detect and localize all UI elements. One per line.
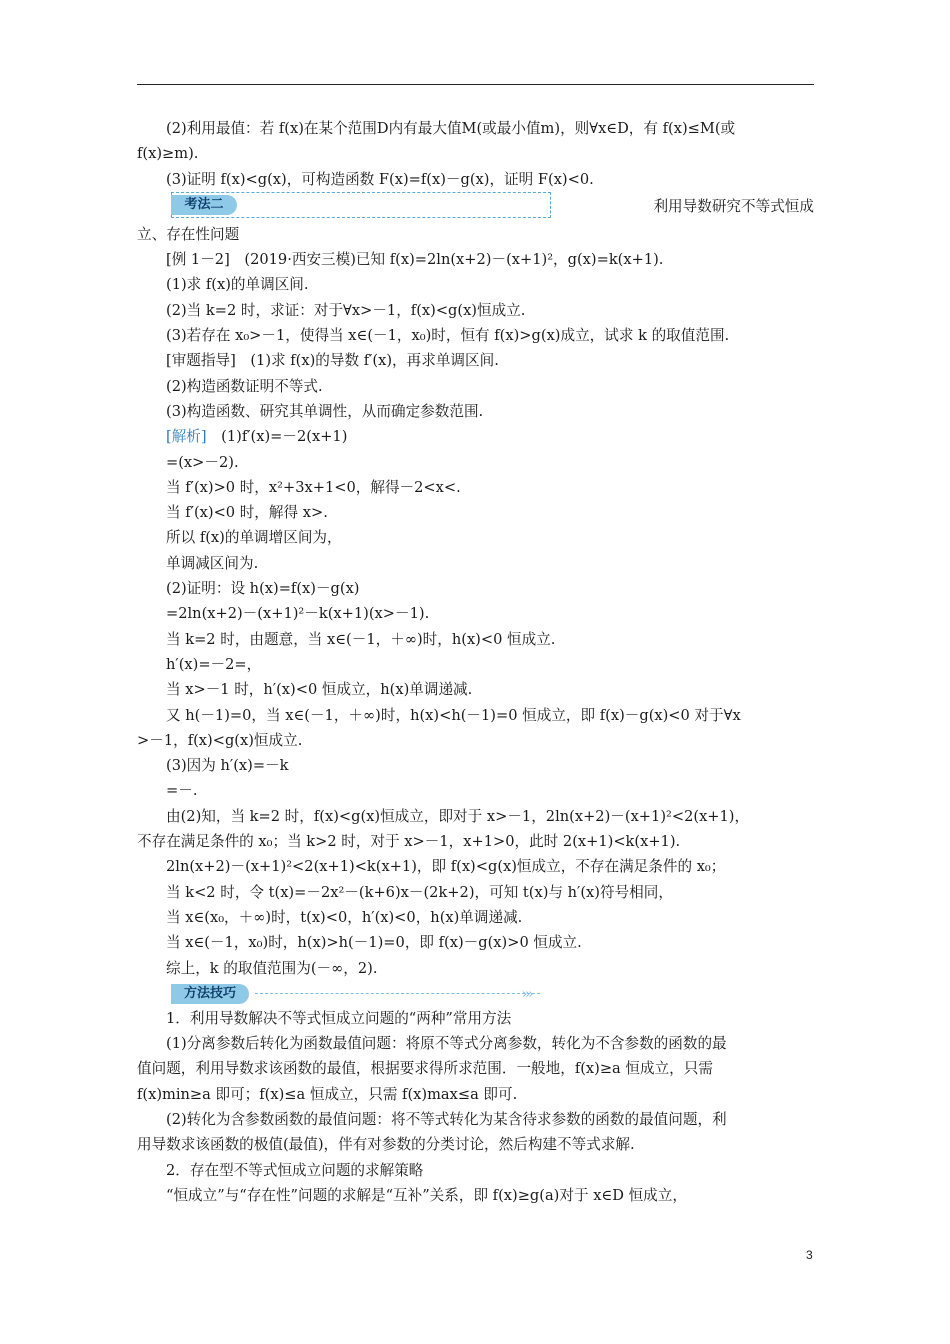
header-rule (137, 84, 814, 85)
text-line: 当 x∈(－1，x₀)时，h(x)>h(－1)=0，即 f(x)－g(x)>0 恒成立. (166, 934, 582, 952)
text-line: 又 h(－1)=0，当 x∈(－1，＋∞)时，h(x)<h(－1)=0 恒成立，即 f(x)－g(x)<0 对于∀x (166, 706, 741, 724)
text-line: >－1，f(x)<g(x)恒成立. (137, 731, 303, 749)
text-line: 用导数求该函数的极值(最值)，伴有对参数的分类讨论，然后构建不等式求解. (137, 1136, 635, 1154)
text-line: 当 x>－1 时，h′(x)<0 恒成立，h(x)单调递减. (166, 681, 473, 699)
jiexi-label: [解析] (166, 428, 207, 446)
text-line: (3)构造函数、研究其单调性，从而确定参数范围. (166, 402, 484, 420)
text-line: 不存在满足条件的 x₀；当 k>2 时，对于 x>－1，x+1>0，此时 2(x+1)<k(x+1). (137, 833, 681, 851)
text-line: 当 k=2 时，由题意，当 x∈(－1，＋∞)时，h(x)<0 恒成立. (166, 630, 556, 648)
solution-first-text: (1)f′(x)=－2(x+1) (206, 428, 348, 446)
text-line: 单调减区间为. (166, 554, 259, 572)
text-line: 由(2)知，当 k=2 时，f(x)<g(x)恒成立，即对于 x>－1，2ln(x+2)－(x+1)²<2(x+1)， (166, 807, 750, 825)
page-number: 3 (806, 1248, 813, 1262)
text-line: (2)当 k=2 时，求证：对于∀x>－1，f(x)<g(x)恒成立. (166, 301, 526, 319)
text-line: (3)因为 h′(x)=－k (166, 757, 289, 775)
text-line: 2ln(x+2)－(x+1)²<2(x+1)<k(x+1)，即 f(x)<g(x)恒成立，不存在满足条件的 x₀； (166, 858, 726, 876)
text-line: (3)证明 f(x)<g(x)，可构造函数 F(x)=f(x)－g(x)，证明 F(x)<0. (166, 170, 594, 188)
text-line: =2ln(x+2)－(x+1)²－k(x+1)(x>－1). (166, 605, 430, 623)
method-dashed-line (255, 993, 540, 994)
text-line: “恒成立”与“存在性”问题的求解是“互补”关系，即 f(x)≥g(a)对于 x∈D 恒成立， (166, 1186, 687, 1204)
document-body (137, 116, 814, 1208)
solution-first-line (137, 424, 814, 449)
text-line: (2)转化为含参数函数的最值问题：将不等式转化为某含待求参数的函数的最值问题，利 (166, 1110, 727, 1128)
text-line: 当 f′(x)<0 时，解得 x>. (166, 504, 328, 522)
text-line: 1．利用导数解决不等式恒成立问题的“两种”常用方法 (166, 1009, 512, 1027)
section-title-continued: 立、存在性问题 (137, 225, 240, 243)
section-title: 利用导数研究不等式恒成 (653, 197, 814, 215)
text-line: =－. (166, 782, 198, 800)
text-line: [审题指导] (1)求 f(x)的导数 f′(x)，再求单调区间. (166, 352, 499, 370)
text-line: 当 f′(x)>0 时，x²+3x+1<0，解得－2<x<. (166, 478, 461, 496)
example-block (137, 247, 814, 424)
text-line: 2．存在型不等式恒成立问题的求解策略 (166, 1161, 424, 1179)
text-line: 所以 f(x)的单调增区间为， (166, 529, 342, 547)
text-line: (3)若存在 x₀>－1，使得当 x∈(－1，x₀)时，恒有 f(x)>g(x)成立，试求 k 的取值范围. (166, 327, 730, 345)
text-line: (2)证明：设 h(x)=f(x)－g(x) (166, 580, 360, 598)
section-badge: 考法二 (171, 195, 237, 215)
chevron-right-icon: ››› (522, 986, 532, 1002)
text-line: 当 k<2 时，令 t(x)=－2x²－(k+6)x－(2k+2)，可知 t(x)与 h′(x)符号相同， (166, 883, 673, 901)
text-line: [例 1－2] (2019·西安三模)已知 f(x)=2ln(x+2)－(x+1)²，g(x)=k(x+1). (166, 251, 664, 269)
text-line: h′(x)=－2=， (166, 655, 262, 673)
solution-block (137, 450, 814, 981)
text-line: (2)利用最值：若 f(x)在某个范围D内有最大值M(或最小值m)，则∀x∈D，有 f(x)≤M(或 (166, 120, 736, 137)
text-line: (2)构造函数证明不等式. (166, 377, 323, 395)
text-line: f(x)≥m). (137, 145, 199, 163)
text-line: (1)分离参数后转化为函数最值问题：将原不等式分离参数，转化为不含参数的函数的最 (166, 1035, 727, 1053)
text-line: f(x)min≥a 即可；f(x)≤a 恒成立，只需 f(x)max≤a 即可. (137, 1085, 518, 1103)
text-block-top (137, 116, 814, 192)
text-line: 综上，k 的取值范围为(－∞，2). (166, 959, 378, 977)
section-header (137, 192, 814, 222)
text-line: 值问题，利用导数求该函数的最值，根据要求得所求范围．一般地，f(x)≥a 恒成立，只需 (137, 1060, 713, 1078)
text-line: =(x>－2). (166, 453, 239, 471)
text-line: 当 x∈(x₀，＋∞)时，t(x)<0，h′(x)<0，h(x)单调递减. (166, 908, 523, 926)
method-header (137, 981, 814, 1006)
method-badge: 方法技巧 (171, 984, 249, 1004)
text-line: (1)求 f(x)的单调区间. (166, 276, 309, 294)
method-block (137, 1006, 814, 1208)
